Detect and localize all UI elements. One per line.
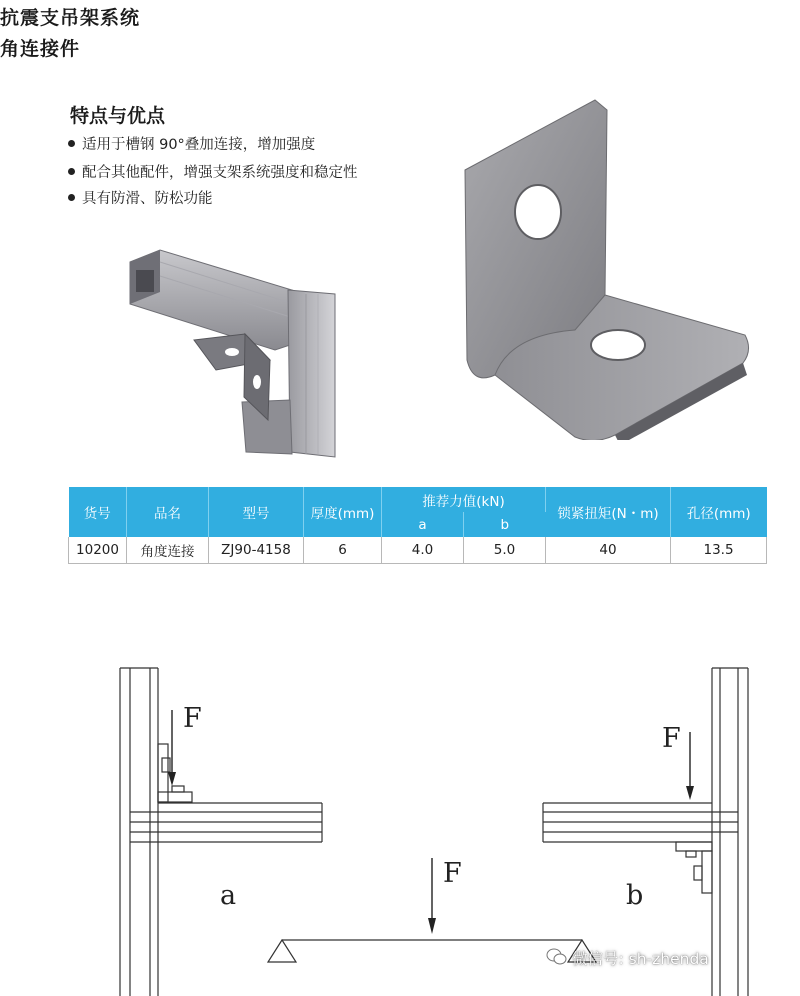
table-row bbox=[69, 537, 767, 564]
case-label-b: b bbox=[626, 880, 644, 911]
page-subtitle: 角连接件 bbox=[0, 38, 81, 60]
bullet-icon bbox=[68, 140, 75, 147]
force-label-left: F bbox=[183, 703, 202, 734]
col-hole: 孔径(mm) bbox=[671, 487, 767, 537]
cell-load-a: 4.0 bbox=[382, 537, 464, 564]
page-title: 抗震支吊架系统 bbox=[0, 7, 141, 29]
col-item-no: 货号 bbox=[69, 487, 127, 537]
bullet-icon bbox=[68, 168, 75, 175]
cell-item-no: 10200 bbox=[69, 537, 127, 564]
cell-load-b: 5.0 bbox=[464, 537, 546, 564]
col-model: 型号 bbox=[209, 487, 304, 537]
watermark-text: 微信号: sh-zhenda bbox=[572, 950, 709, 968]
bullet-icon bbox=[68, 194, 75, 201]
wechat-icon bbox=[546, 948, 568, 966]
feature-item: 具有防滑、防松功能 bbox=[68, 187, 213, 208]
col-thickness: 厚度(mm) bbox=[304, 487, 382, 537]
col-load: 推荐力值(kN) bbox=[382, 487, 546, 512]
assembly-illustration bbox=[120, 232, 350, 462]
cell-thickness: 6 bbox=[304, 537, 382, 564]
angle-bracket-image bbox=[455, 95, 755, 440]
col-load-a: a bbox=[382, 512, 464, 537]
col-name: 品名 bbox=[127, 487, 209, 537]
cell-model: ZJ90-4158 bbox=[209, 537, 304, 564]
cell-torque: 40 bbox=[546, 537, 671, 564]
feature-item: 配合其他配件，增强支架系统强度和稳定性 bbox=[68, 161, 358, 182]
case-label-a: a bbox=[220, 880, 237, 911]
col-torque: 锁紧扭矩(N・m) bbox=[546, 487, 671, 537]
force-label-center: F bbox=[443, 858, 462, 889]
feature-item: 适用于槽钢 90°叠加连接，增加强度 bbox=[68, 133, 315, 154]
cell-hole: 13.5 bbox=[671, 537, 767, 564]
force-diagram bbox=[0, 660, 800, 996]
features-heading: 特点与优点 bbox=[70, 105, 166, 127]
spec-table bbox=[68, 487, 767, 564]
force-label-right: F bbox=[662, 723, 681, 754]
col-load-b: b bbox=[464, 512, 546, 537]
cell-name: 角度连接 bbox=[127, 537, 209, 564]
